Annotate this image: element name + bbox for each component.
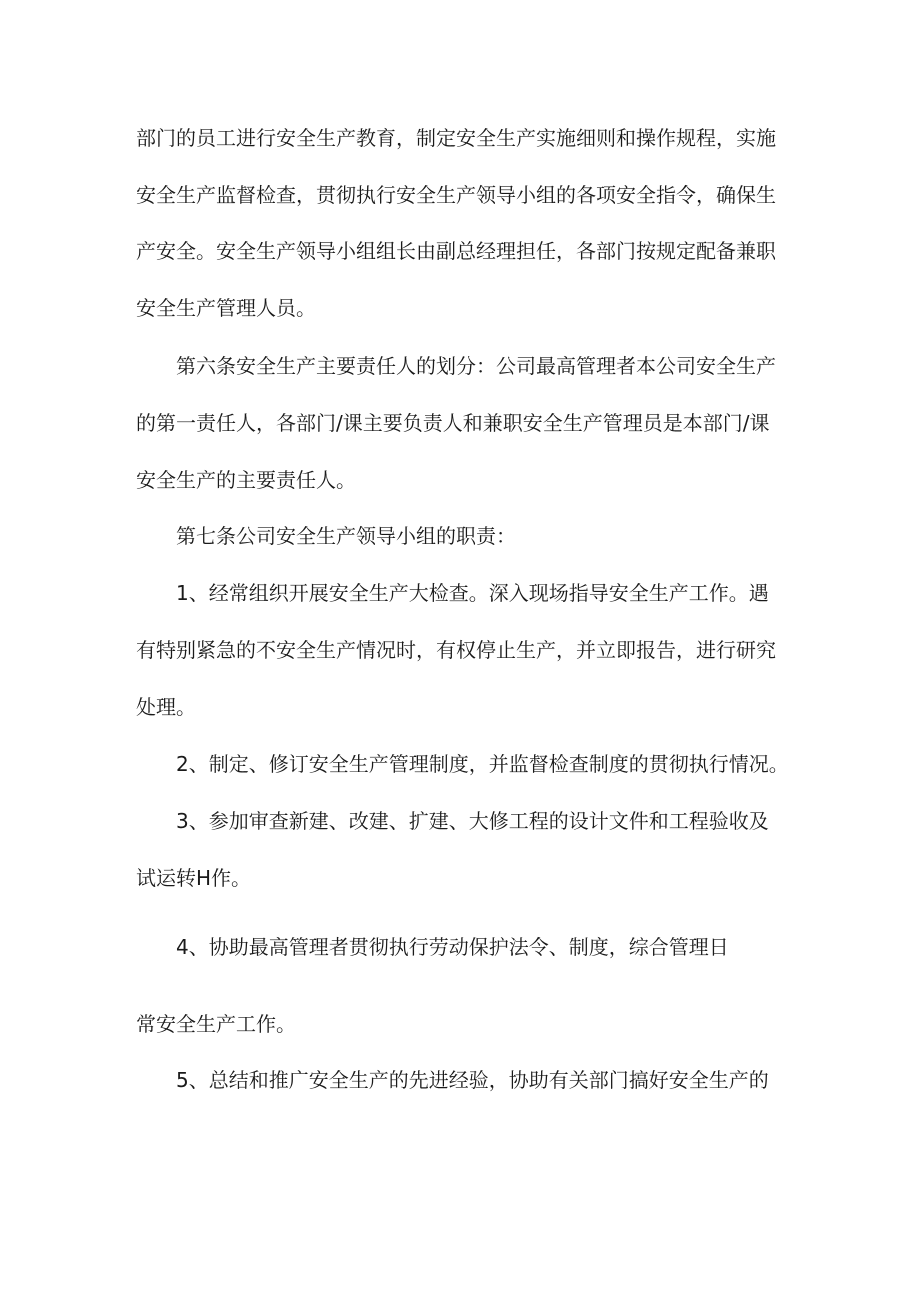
text-line: 安全生产管理人员。 (136, 296, 316, 320)
text-line: 第六条安全生产主要责任人的划分：公司最高管理者本公司安全生产 (176, 354, 776, 378)
text-line: 2、制定、修订安全生产管理制度，并监督检查制度的贯彻执行情况。 (176, 752, 789, 776)
text-line: 安全生产的主要责任人。 (136, 468, 356, 492)
text-line: 第七条公司安全生产领导小组的职责： (176, 524, 516, 548)
text-line: 安全生产监督检查，贯彻执行安全生产领导小组的各项安全指令，确保生 (136, 183, 776, 207)
text-line: 的第一责任人，各部门/课主要负责人和兼职安全生产管理员是本部门/课 (136, 411, 770, 435)
text-line: 有特别紧急的不安全生产情况时，有权停止生产，并立即报告，进行研究 (136, 638, 776, 662)
text-line: 处理。 (136, 695, 196, 719)
text-line: 3、参加审查新建、改建、扩建、大修工程的设计文件和工程验收及 (176, 809, 769, 833)
text-line: 部门的员工进行安全生产教育，制定安全生产实施细则和操作规程，实施 (136, 126, 776, 150)
text-line: 产安全。安全生产领导小组组长由副总经理担任，各部门按规定配备兼职 (136, 239, 776, 263)
text-line: 试运转H作。 (136, 866, 252, 890)
text-line: 4、协助最高管理者贯彻执行劳动保护法令、制度，综合管理日 (176, 935, 729, 959)
text-line: 5、总结和推广安全生产的先进经验，协助有关部门搞好安全生产的 (176, 1068, 769, 1092)
text-line: 1、经常组织开展安全生产大检查。深入现场指导安全生产工作。遇 (176, 581, 769, 605)
text-line: 常安全生产工作。 (136, 1012, 296, 1036)
